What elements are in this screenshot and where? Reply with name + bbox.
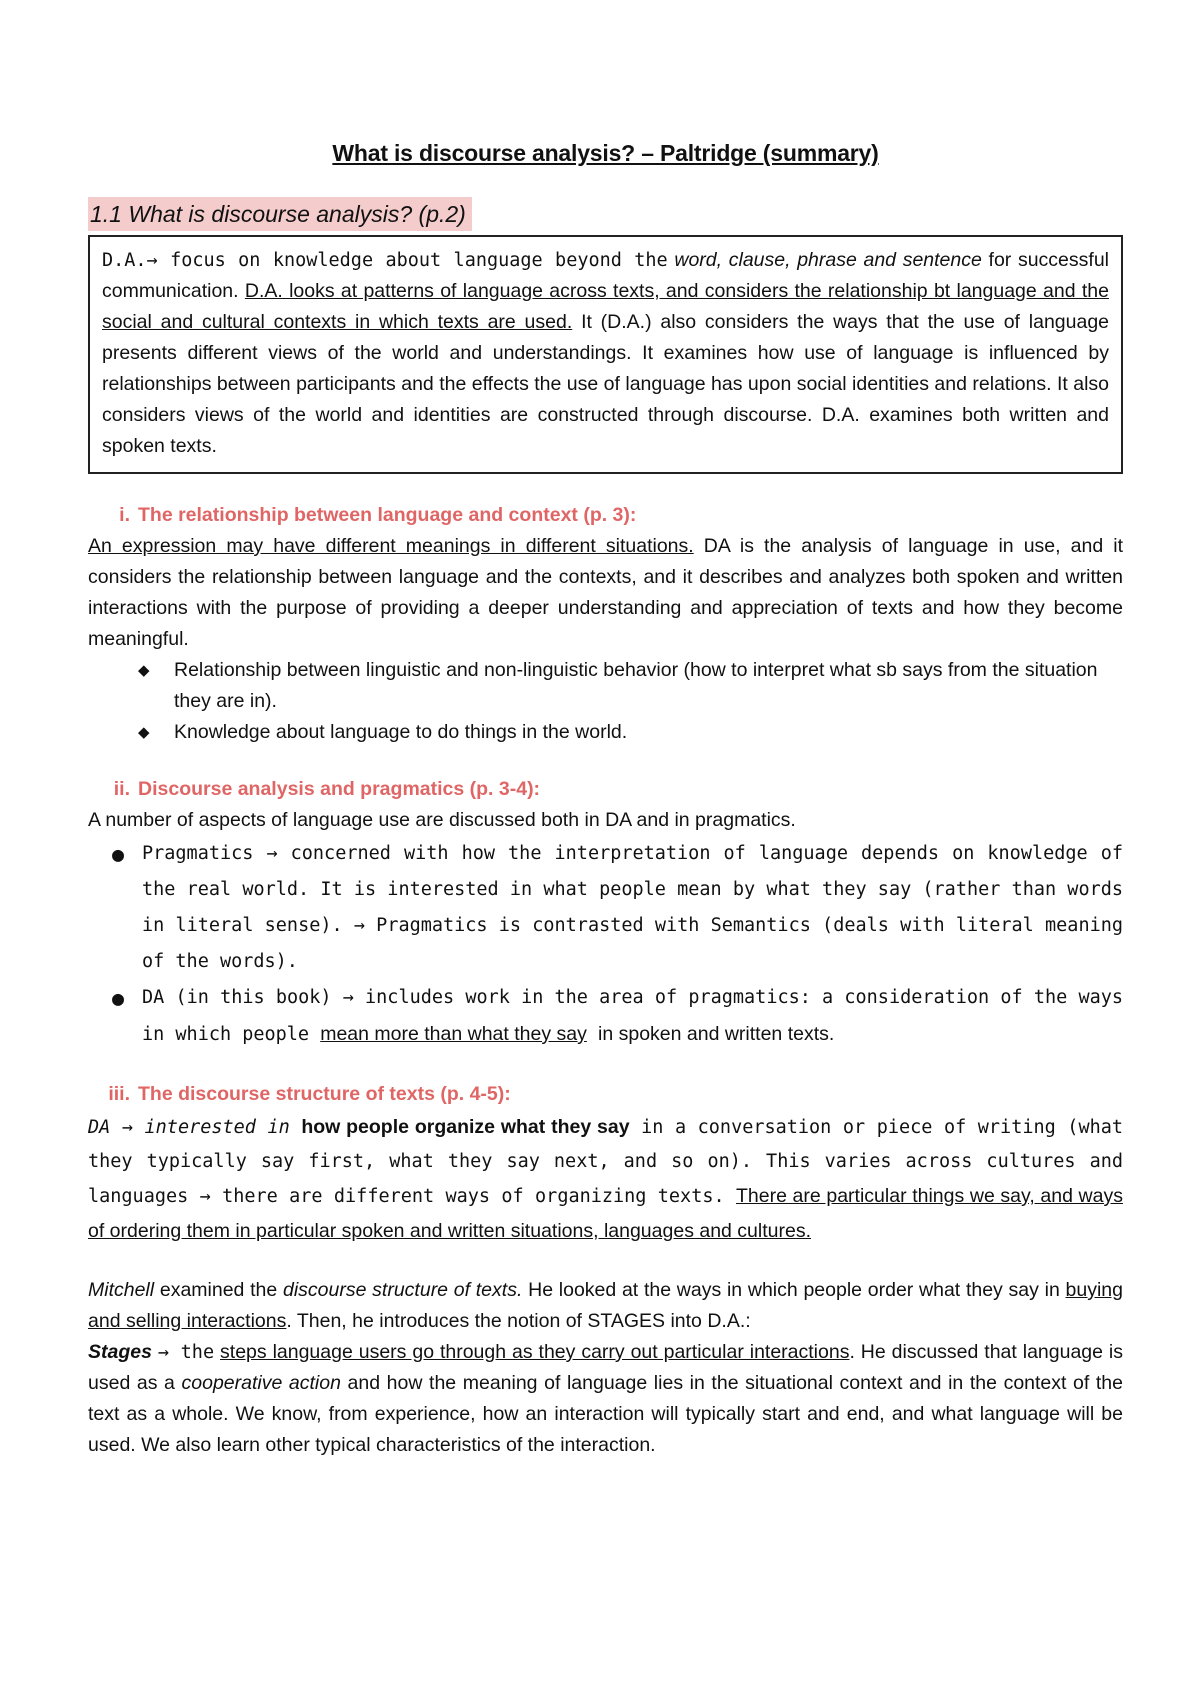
list-item [112, 980, 1123, 1053]
list-item-underlined: mean more than what they say [320, 1023, 587, 1045]
subsection-iii-body [88, 1110, 1123, 1249]
subsection-iii-lead: DA → interested in [88, 1117, 290, 1138]
mitchell-text-3: . Then, he introduces the notion of STAGES into D.A.: [286, 1310, 751, 1332]
box-lead: D.A.→ focus on knowledge about language beyond the [102, 250, 668, 271]
mitchell-underlined-1: buying and selling interactions [88, 1279, 1123, 1332]
box-lead-tail: for successful communication. [102, 249, 1109, 302]
mitchell-text-1: examined the [159, 1279, 278, 1301]
definition-box [88, 235, 1123, 474]
dot-bullet-icon: ● [112, 842, 125, 866]
list-item-text: DA (in this book) → includes work in the area of pragmatics: a consideration of the ways in which people [142, 987, 1123, 1045]
mitchell-italic-1: discourse structure of texts. [282, 1279, 523, 1301]
subsection-i-body [88, 531, 1123, 655]
diamond-bullet-icon: ◆ [138, 662, 150, 679]
mitchell-paragraph [88, 1275, 1123, 1461]
list-item-text: Knowledge about language to do things in the world. [174, 721, 628, 743]
subsection-i [88, 500, 1123, 748]
list-item [138, 655, 1123, 717]
subsection-iii-rest: in a conversation or piece of writing (what they typically say first, what they say next, and so on). This varies across cultures and languages → there are different ways of organizing texts. [88, 1117, 1123, 1207]
subsection-i-underlined: An expression may have different meanings in different situations. [88, 535, 694, 557]
subsection-iii-underlined: There are particular things we say, and ways of ordering them in particular spoken and written situations, languages and cultures. [88, 1185, 1123, 1242]
box-lead-italic: word, clause, phrase and sentence [674, 249, 982, 271]
document-content [88, 140, 1123, 1461]
mitchell-text-5: and how the meaning of language lies in the situational context and in the context of the text as a whole. We know, from experience, how an interaction will typically start and end, and what language will be used. We also learn other typical characteristics of the interaction. [88, 1372, 1123, 1456]
mitchell-text-4: . He discussed that language is used as a [88, 1341, 1123, 1394]
dot-bullet-icon: ● [112, 986, 125, 1010]
subsection-ii-intro: A number of aspects of language use are discussed both in DA and in pragmatics. [88, 809, 796, 831]
stages-arrow: → the [157, 1342, 215, 1363]
subsection-ii [88, 774, 1123, 1053]
list-item-tail: in spoken and written texts. [598, 1023, 835, 1045]
subsection-i-number: i. [119, 504, 130, 526]
mitchell-text-2: He looked at the ways in which people order what they say in [528, 1279, 1060, 1301]
document-title: What is discourse analysis? – Paltridge (summary) [332, 140, 879, 166]
diamond-bullet-icon: ◆ [138, 724, 150, 741]
subsection-iii-title: The discourse structure of texts (p. 4-5): [138, 1083, 511, 1105]
mitchell-italic-2: cooperative action [181, 1372, 341, 1394]
subsection-ii-title: Discourse analysis and pragmatics (p. 3-4): [138, 778, 541, 800]
stages-underlined: steps language users go through as they carry out particular interactions [220, 1341, 850, 1363]
subsection-i-heading [88, 500, 1123, 531]
list-item [138, 717, 1123, 748]
subsection-i-title: The relationship between language and context (p. 3): [138, 504, 637, 526]
subsection-i-bullets [88, 655, 1123, 748]
subsection-iii-bold: how people organize what they say [301, 1116, 630, 1138]
subsection-iii-number: iii. [108, 1083, 130, 1105]
box-rest: It (D.A.) also considers the ways that the use of language presents different views of the world and understandings. It examines how use of language is influenced by relationships between participants and the effects the use of language has upon social identities and relations. It also considers views of the world and identities are constructed through discourse. D.A. examines both written and spoken texts. [102, 311, 1110, 457]
subsection-ii-bullets [88, 836, 1123, 1053]
subsection-ii-number: ii. [113, 778, 130, 800]
subsection-ii-heading [88, 774, 1123, 805]
box-underlined: D.A. looks at patterns of language across texts, and considers the relationship bt language and the social and cultural contexts in which texts are used. [102, 280, 1109, 333]
section-1-heading: 1.1 What is discourse analysis? (p.2) [88, 197, 472, 231]
list-item-text: Pragmatics → concerned with how the interpretation of language depends on knowledge of the real world. It is interested in what people mean by what they say (rather than words in literal sense). → Pragmatics is contrasted with Semantics (deals with literal meaning of the words). [142, 843, 1123, 972]
section-1 [88, 197, 1123, 474]
list-item-text: Relationship between linguistic and non-linguistic behavior (how to interpret what sb says from the situation they are in). [174, 659, 1098, 712]
subsection-iii-heading [88, 1079, 1123, 1110]
list-item [112, 836, 1123, 980]
subsection-i-text: DA is the analysis of language in use, and it considers the relationship between language and the contexts, and it describes and analyzes both spoken and written interactions with the purpose of providing a deeper understanding and appreciation of texts and how they become meaningful. [88, 535, 1124, 650]
mitchell-name: Mitchell [88, 1279, 155, 1301]
stages-label: Stages [88, 1341, 152, 1363]
subsection-iii [88, 1079, 1123, 1249]
